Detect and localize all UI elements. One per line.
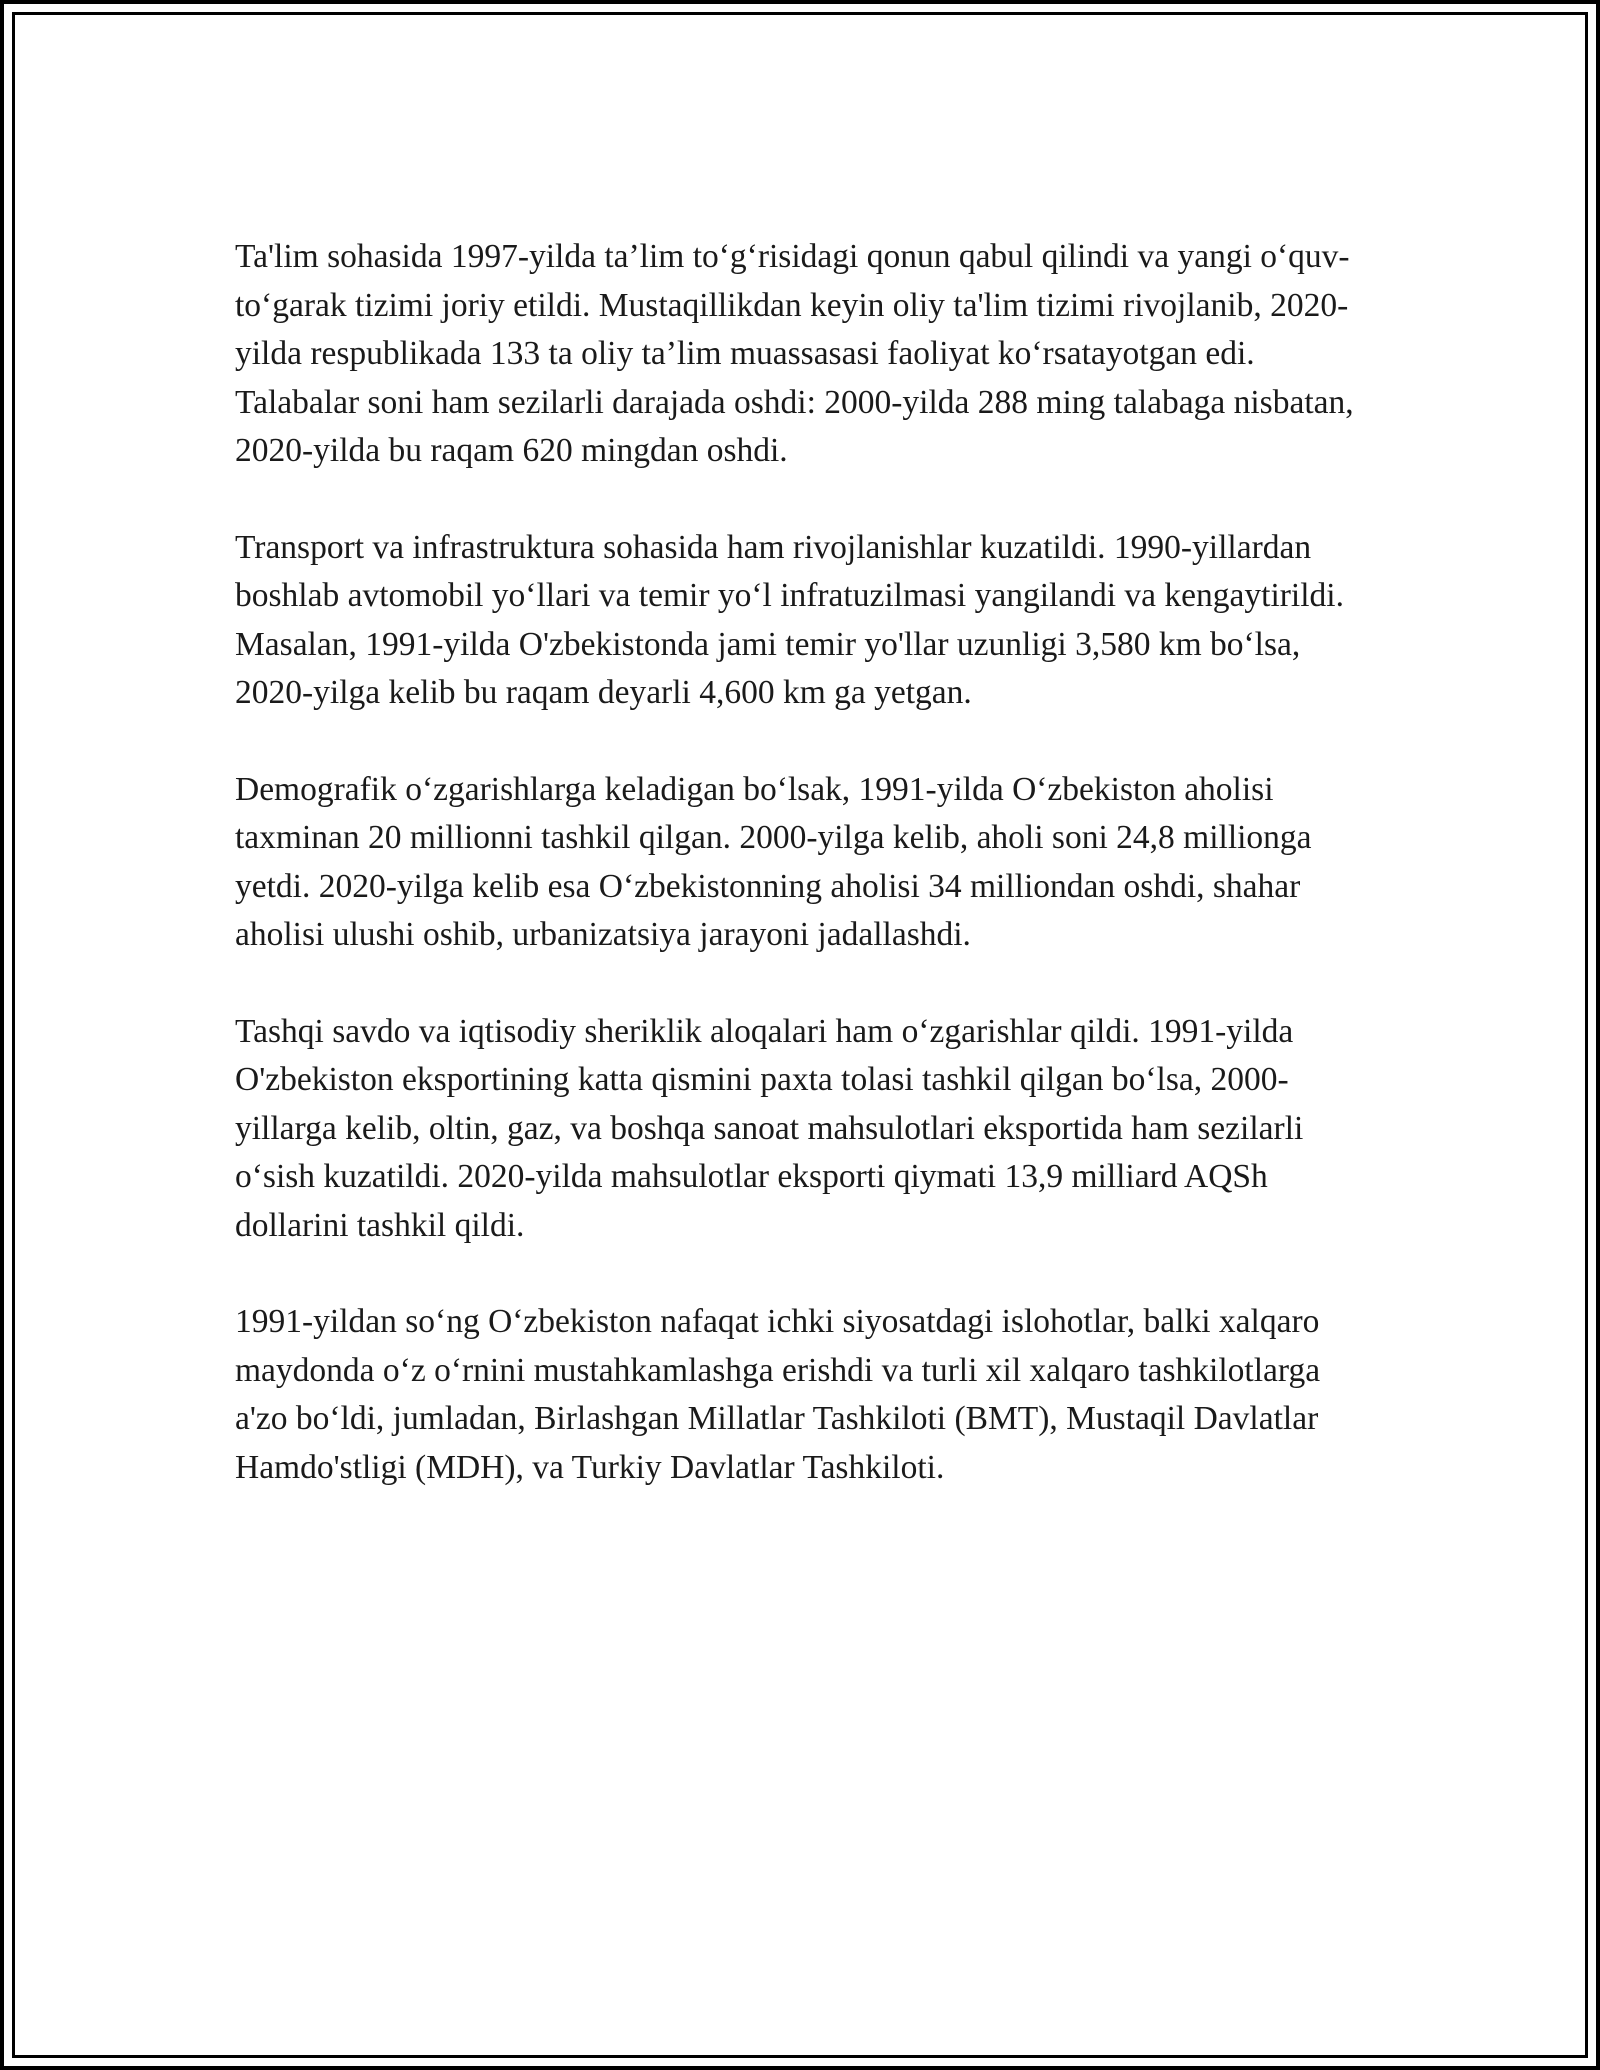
paragraph-education: Ta'lim sohasida 1997-yilda ta’lim to‘g‘risidagi qonun qabul qilindi va yangi o‘quv-to‘garak tizimi joriy etildi. Mustaqillikdan keyin oliy ta'lim tizimi rivojlanib, 2020-yilda respublikada 133 ta oliy ta’lim muassasasi faoliyat ko‘rsatayotgan edi. Talabalar soni ham sezilarli darajada oshdi: 2000-yilda 288 ming talabaga nisbatan, 2020-yilda bu raqam 620 mingdan oshdi. <box>235 238 1354 469</box>
paragraph-transport: Transport va infrastruktura sohasida ham rivojlanishlar kuzatildi. 1990-yillardan boshlab avtomobil yo‘llari va temir yo‘l infratuzilmasi yangilandi va kengaytirildi. Masalan, 1991-yilda O'zbekistonda jami temir yo'llar uzunligi 3,580 km bo‘lsa, 2020-yilga kelib bu raqam deyarli 4,600 km ga yetgan. <box>235 528 1344 711</box>
paragraph-foreign-trade: Tashqi savdo va iqtisodiy sheriklik aloqalari ham o‘zgarishlar qildi. 1991-yilda O'zbekiston eksportining katta qismini paxta tolasi tashkil qilgan bo‘lsa, 2000-yillarga kelib, oltin, gaz, va boshqa sanoat mahsulotlari eksportida ham sezilarli o‘sish kuzatildi. 2020-yilda mahsulotlar eksporti qiymati 13,9 milliard AQSh dollarini tashkil qildi. <box>235 1012 1304 1244</box>
document-body <box>235 233 1365 1540</box>
paragraph-international-relations: 1991-yildan so‘ng O‘zbekiston nafaqat ichki siyosatdagi islohotlar, balki xalqaro maydonda o‘z o‘rnini mustahkamlashga erishdi va turli xil xalqaro tashkilotlarga a'zo bo‘ldi, jumladan, Birlashgan Millatlar Tashkiloti (BMT), Mustaqil Davlatlar Hamdo'stligi (MDH), va Turkiy Davlatlar Tashkiloti. <box>235 1303 1321 1486</box>
paragraph-demographics: Demografik o‘zgarishlarga keladigan bo‘lsak, 1991-yilda O‘zbekiston aholisi taxminan 20 millionni tashkil qilgan. 2000-yilga kelib, aholi soni 24,8 millionga yetdi. 2020-yilga kelib esa O‘zbekistonning aholisi 34 milliondan oshdi, shahar aholisi ulushi oshib, urbanizatsiya jarayoni jadallashdi. <box>235 770 1312 953</box>
